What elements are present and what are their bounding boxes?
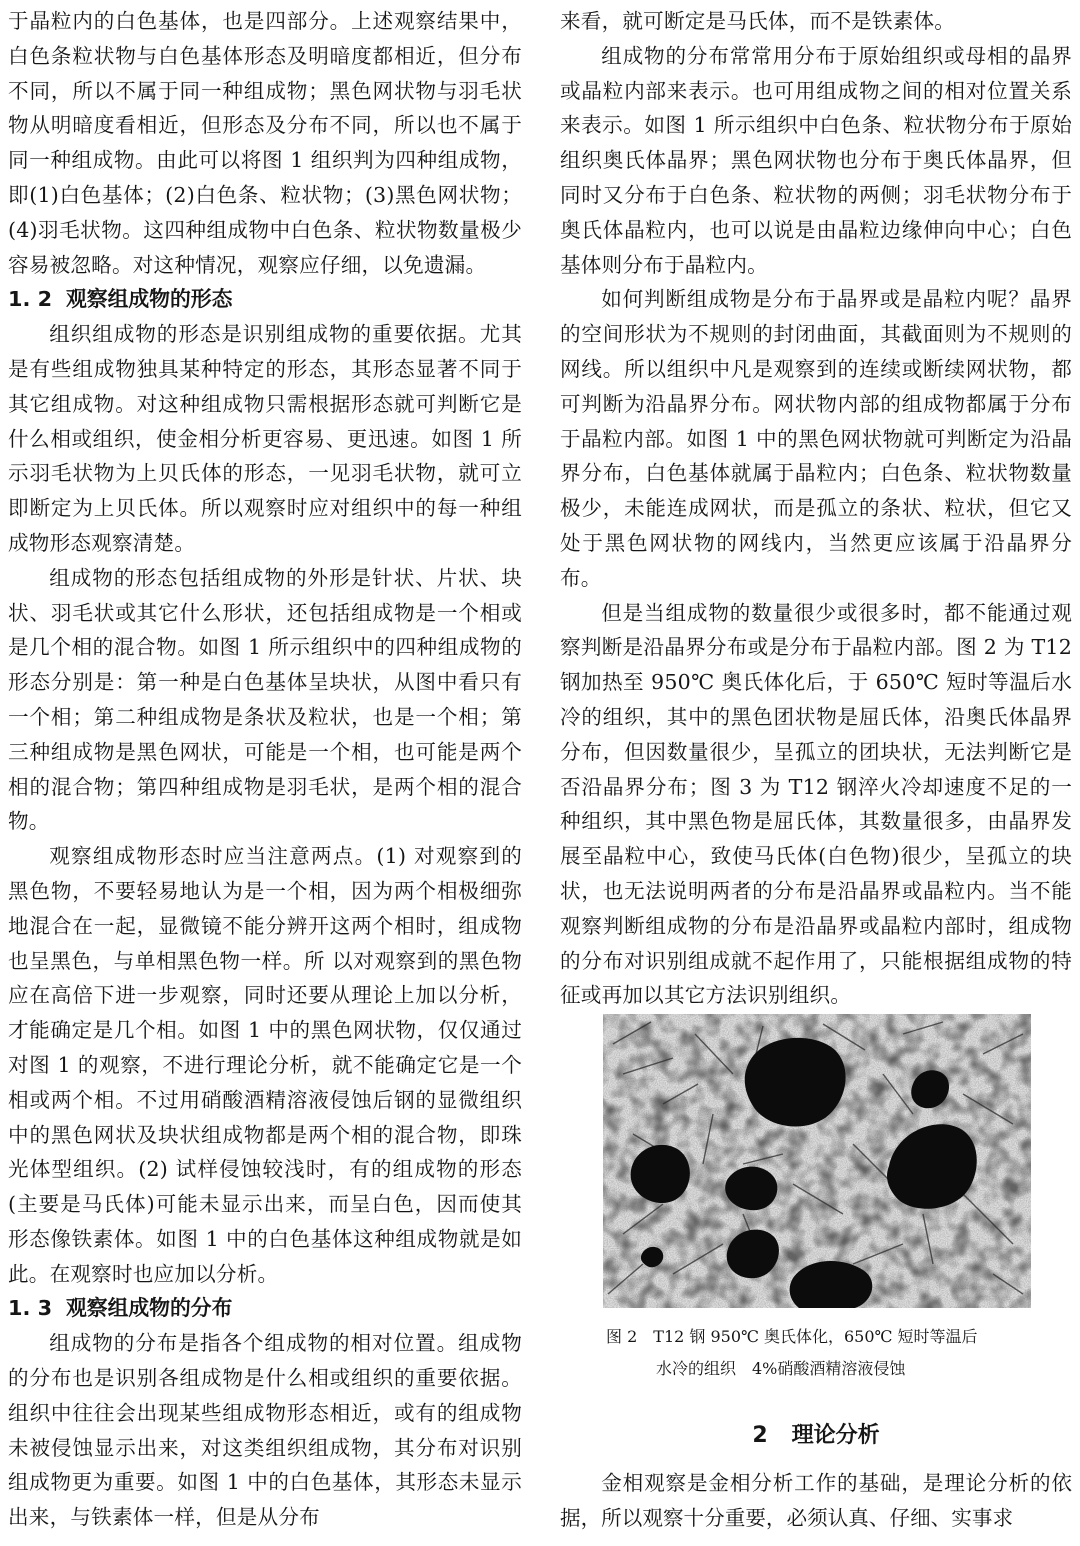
section-2-body bbox=[560, 1466, 1072, 1536]
section-heading-2 bbox=[560, 1418, 1072, 1449]
paragraph: 于晶粒内的白色基体，也是四部分。上述观察结果中，白色条粒状物与白色基体形态及明暗度都相近，但分布不同，所以不属于同一种组成物；黑色网状物与羽毛状物从明暗度看相近，但形态及分布不同，所以也不属于同一种组成物。由此可以将图 1 组织判为四种组成物，即(1)白色基体；(2)白色条、粒状物；(3)黑色网状物；(4)羽毛状物。这四种组成物中白色条、粒状物数量极少容易被忽略。对这种情况，观察应仔细，以免遗漏。 bbox=[8, 9, 522, 277]
subsection-number: 1. 2 bbox=[8, 287, 53, 312]
paragraph: 来看，就可断定是马氏体，而不是铁素体。 bbox=[560, 9, 956, 33]
section-title: 理论分析 bbox=[791, 1423, 880, 1448]
subsection-title: 观察组成物的分布 bbox=[66, 1296, 233, 1321]
paragraph: 组成物的分布是指各个组成物的相对位置。组成物的分布也是识别各组成物是什么相或组织的重要依据。组织中往往会出现某些组成物形态相近，或有的组成物未被侵蚀显示出来，对这类组织组成物，其分布对识别组成物更为重要。如图 1 中的白色基体，其形态未显示出来，与铁素体一样，但是从分布 bbox=[8, 1331, 522, 1530]
micrograph-image bbox=[603, 1014, 1031, 1308]
subsection-title: 观察组成物的形态 bbox=[66, 287, 233, 312]
paragraph: 如何判断组成物是分布于晶界或是晶粒内呢？晶界的空间形状为不规则的封闭曲面，其截面则为不规则的网线。所以组织中凡是观察到的连续或断续网状物，都可判断为沿晶界分布。网状物内部的组成物都属于分布于晶粒内部。如图 1 中的黑色网状物就可判断定为沿晶界分布，白色基体就属于晶粒内；白色条、粒状物数量极少，未能连成网状，而是孤立的条状、粒状，但它又处于黑色网状物的网线内，当然更应该属于沿晶界分布。 bbox=[560, 287, 1072, 590]
figure-caption-line-1: 图 2 T12 钢 950℃ 奥氏体化，650℃ 短时等温后 bbox=[606, 1327, 978, 1346]
paragraph: 观察组成物形态时应当注意两点。(1) 对观察到的黑色物，不要轻易地认为是一个相，因为两个相极细弥地混合在一起，显微镜不能分辨开这两个相时，组成物也呈黑色，与单相黑色物一样。所 以对观察到的黑色物应在高倍下进一步观察，同时还要从理论上加以分析，才能确定是几个相。如图 1 中的黑色网状物，仅仅通过对图 1 的观察，不进行理论分析，就不能确定它是一个相或两个相。不过用硝酸酒精溶液侵蚀后钢的显微组织中的黑色网状及块状组成物都是两个相的混合物，即珠光体型组织。(2) 试样侵蚀较浅时，有的组成物的形态(主要是马氏体)可能未显示出来，而呈白色，因而使其形态像铁素体。如图 1 中的白色基体这种组成物就是如此。在观察时也应加以分析。 bbox=[8, 844, 522, 1286]
figure-caption-line-2: 水冷的组织 4%硝酸酒精溶液侵蚀 bbox=[656, 1359, 906, 1378]
left-column bbox=[8, 4, 522, 1535]
paragraph: 组成物的形态包括组成物的外形是针状、片状、块状、羽毛状或其它什么形状，还包括组成物是一个相或是几个相的混合物。如图 1 所示组织中的四种组成物的形态分别是：第一种是白色基体呈块状，从图中看只有一个相；第二种组成物是条状及粒状，也是一个相；第三种组成物是黑色网状，可能是一个相，也可能是两个相的混合物；第四种组成物是羽毛状，是两个相的混合物。 bbox=[8, 565, 522, 834]
micrograph-figure-2 bbox=[603, 1014, 1031, 1308]
paragraph: 金相观察是金相分析工作的基础，是理论分析的依据，所以观察十分重要，必须认真、仔细、实事求 bbox=[560, 1471, 1072, 1530]
right-column bbox=[560, 4, 1072, 1013]
subsection-number: 1. 3 bbox=[8, 1296, 53, 1321]
subsection-heading-1-3 bbox=[8, 1291, 522, 1326]
subsection-heading-1-2 bbox=[8, 282, 522, 317]
section-number: 2 bbox=[752, 1423, 768, 1448]
paragraph: 但是当组成物的数量很少或很多时，都不能通过观察判断是沿晶界分布或是分布于晶粒内部。图 2 为 T12 钢加热至 950℃ 奥氏体化后，于 650℃ 短时等温后水冷的组织，其中的黑色团状物是屈氏体，沿奥氏体晶界分布，但因数量很少，呈孤立的团块状，无法判断它是否沿晶界分布；图 3 为 T12 钢淬火冷却速度不足的一种组织，其中黑色物是屈氏体，其数量很多，由晶界发展至晶粒中心，致使马氏体(白色物)很少，呈孤立的块状，也无法说明两者的分布是沿晶界或晶粒内。当不能观察判断组成物的分布是沿晶界或晶粒内部时，组成物的分布对识别组成就不起作用了，只能根据组成物的特征或再加以其它方法识别组织。 bbox=[560, 600, 1072, 1008]
paragraph: 组织组成物的形态是识别组成物的重要依据。尤其是有些组成物独具某种特定的形态，其形态显著不同于其它组成物。对这种组成物只需根据形态就可判断它是什么相或组织，使金相分析更容易、更迅速。如图 1 所示羽毛状物为上贝氏体的形态，一见羽毛状物，就可立即断定为上贝氏体。所以观察时应对组织中的每一种组成物形态观察清楚。 bbox=[8, 322, 522, 555]
paragraph: 组成物的分布常常用分布于原始组织或母相的晶界或晶粒内部来表示。也可用组成物之间的相对位置关系来表示。如图 1 所示组织中白色条、粒状物分布于原始组织奥氏体晶界；黑色网状物也分布于奥氏体晶界，但同时又分布于白色条、粒状物的两侧；羽毛状物分布于奥氏体晶粒内，也可以说是由晶粒边缘伸向中心；白色基体则分布于晶粒内。 bbox=[560, 43, 1072, 277]
